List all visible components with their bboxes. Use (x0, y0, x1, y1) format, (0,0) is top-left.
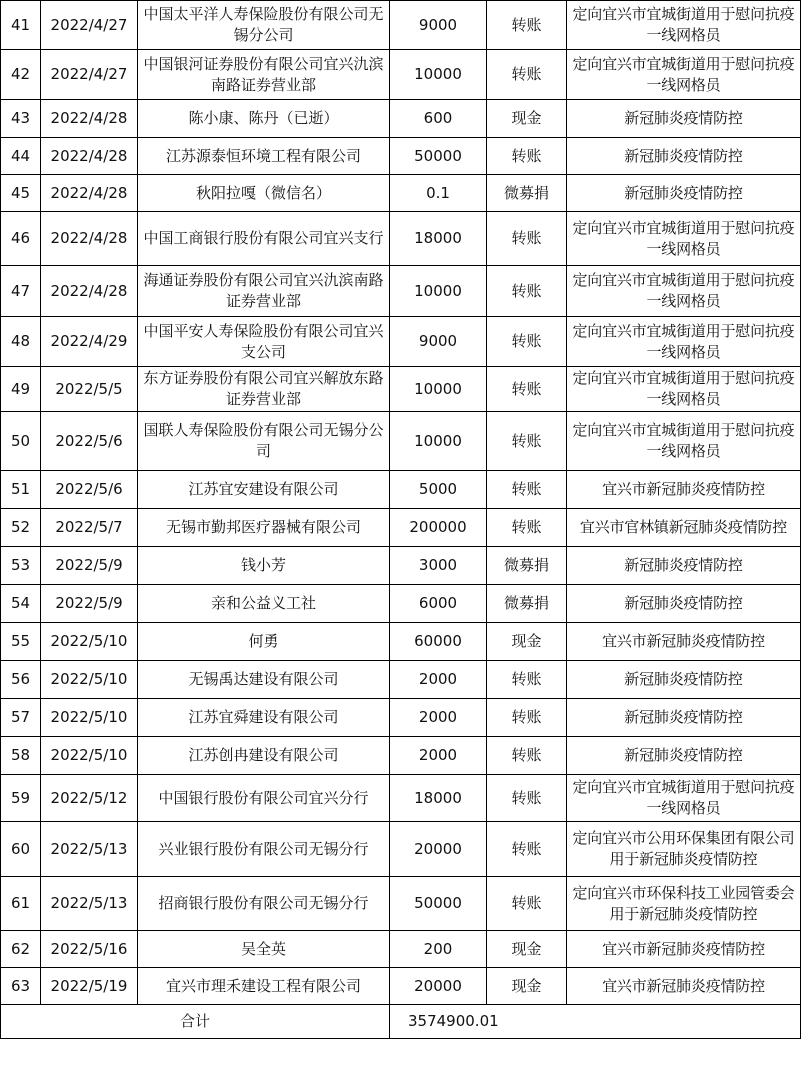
row-date: 2022/5/10 (41, 699, 138, 737)
row-method: 转账 (487, 737, 567, 775)
row-method: 微募捐 (487, 585, 567, 623)
row-purpose: 定向宜兴市宜城街道用于慰问抗疫一线网格员 (567, 412, 801, 471)
row-number: 62 (1, 931, 41, 968)
row-method: 转账 (487, 138, 567, 175)
row-purpose: 宜兴市新冠肺炎疫情防控 (567, 931, 801, 968)
row-purpose: 新冠肺炎疫情防控 (567, 100, 801, 138)
row-date: 2022/5/9 (41, 585, 138, 623)
row-amount: 6000 (390, 585, 487, 623)
row-amount: 10000 (390, 412, 487, 471)
row-method: 转账 (487, 317, 567, 367)
row-number: 55 (1, 623, 41, 661)
row-amount: 5000 (390, 471, 487, 509)
row-method: 转账 (487, 471, 567, 509)
row-number: 48 (1, 317, 41, 367)
row-method: 转账 (487, 412, 567, 471)
row-donor: 江苏宜舜建设有限公司 (138, 699, 390, 737)
row-date: 2022/5/19 (41, 968, 138, 1005)
row-number: 53 (1, 547, 41, 585)
row-donor: 中国太平洋人寿保险股份有限公司无锡分公司 (138, 1, 390, 50)
table-row (1, 138, 801, 175)
row-amount: 3000 (390, 547, 487, 585)
row-purpose: 定向宜兴市环保科技工业园管委会用于新冠肺炎疫情防控 (567, 877, 801, 931)
row-donor: 中国平安人寿保险股份有限公司宜兴支公司 (138, 317, 390, 367)
row-method: 微募捐 (487, 547, 567, 585)
row-purpose: 新冠肺炎疫情防控 (567, 661, 801, 699)
row-method: 现金 (487, 968, 567, 1005)
row-date: 2022/4/28 (41, 212, 138, 266)
total-label: 合计 (1, 1005, 390, 1039)
row-amount: 200000 (390, 509, 487, 547)
table-row (1, 585, 801, 623)
row-number: 61 (1, 877, 41, 931)
row-date: 2022/5/10 (41, 623, 138, 661)
row-date: 2022/5/7 (41, 509, 138, 547)
table-row (1, 623, 801, 661)
row-date: 2022/4/28 (41, 138, 138, 175)
row-purpose: 定向宜兴市公用环保集团有限公司用于新冠肺炎疫情防控 (567, 822, 801, 877)
row-purpose: 新冠肺炎疫情防控 (567, 737, 801, 775)
table-row (1, 471, 801, 509)
row-method: 转账 (487, 50, 567, 100)
row-method: 转账 (487, 699, 567, 737)
row-purpose: 新冠肺炎疫情防控 (567, 175, 801, 212)
row-number: 58 (1, 737, 41, 775)
row-amount: 50000 (390, 138, 487, 175)
table-row (1, 737, 801, 775)
row-amount: 20000 (390, 822, 487, 877)
row-method: 转账 (487, 1, 567, 50)
row-date: 2022/5/9 (41, 547, 138, 585)
table-row (1, 547, 801, 585)
row-method: 转账 (487, 775, 567, 822)
total-row (1, 1005, 801, 1039)
row-number: 57 (1, 699, 41, 737)
row-donor: 招商银行股份有限公司无锡分行 (138, 877, 390, 931)
total-empty-cell (567, 1005, 801, 1039)
table-row (1, 317, 801, 367)
table-row (1, 775, 801, 822)
row-date: 2022/5/6 (41, 471, 138, 509)
table-row (1, 266, 801, 317)
row-donor: 何勇 (138, 623, 390, 661)
row-number: 45 (1, 175, 41, 212)
row-date: 2022/4/28 (41, 175, 138, 212)
table-row (1, 699, 801, 737)
row-donor: 东方证券股份有限公司宜兴解放东路证券营业部 (138, 367, 390, 412)
row-amount: 20000 (390, 968, 487, 1005)
row-number: 43 (1, 100, 41, 138)
row-donor: 江苏宜安建设有限公司 (138, 471, 390, 509)
row-purpose: 宜兴市官林镇新冠肺炎疫情防控 (567, 509, 801, 547)
row-date: 2022/5/13 (41, 877, 138, 931)
row-method: 现金 (487, 623, 567, 661)
row-amount: 18000 (390, 212, 487, 266)
row-purpose: 定向宜兴市宜城街道用于慰问抗疫一线网格员 (567, 212, 801, 266)
row-number: 42 (1, 50, 41, 100)
row-method: 转账 (487, 661, 567, 699)
row-number: 44 (1, 138, 41, 175)
row-donor: 兴业银行股份有限公司无锡分行 (138, 822, 390, 877)
row-purpose: 新冠肺炎疫情防控 (567, 585, 801, 623)
row-number: 54 (1, 585, 41, 623)
table-row (1, 931, 801, 968)
table-row (1, 100, 801, 138)
row-date: 2022/5/5 (41, 367, 138, 412)
table-row (1, 212, 801, 266)
row-donor: 无锡禹达建设有限公司 (138, 661, 390, 699)
row-number: 63 (1, 968, 41, 1005)
table-row (1, 822, 801, 877)
row-donor: 钱小芳 (138, 547, 390, 585)
row-date: 2022/4/27 (41, 1, 138, 50)
row-number: 46 (1, 212, 41, 266)
row-amount: 9000 (390, 1, 487, 50)
row-date: 2022/4/28 (41, 100, 138, 138)
table-row (1, 968, 801, 1005)
row-amount: 2000 (390, 661, 487, 699)
row-donor: 国联人寿保险股份有限公司无锡分公司 (138, 412, 390, 471)
row-method: 现金 (487, 100, 567, 138)
row-donor: 中国银河证券股份有限公司宜兴氿滨南路证券营业部 (138, 50, 390, 100)
row-amount: 10000 (390, 266, 487, 317)
row-date: 2022/5/12 (41, 775, 138, 822)
row-date: 2022/5/6 (41, 412, 138, 471)
row-number: 49 (1, 367, 41, 412)
row-donor: 吴全英 (138, 931, 390, 968)
row-amount: 50000 (390, 877, 487, 931)
row-purpose: 宜兴市新冠肺炎疫情防控 (567, 968, 801, 1005)
row-donor: 陈小康、陈丹（已逝） (138, 100, 390, 138)
row-purpose: 定向宜兴市宜城街道用于慰问抗疫一线网格员 (567, 367, 801, 412)
row-amount: 18000 (390, 775, 487, 822)
row-number: 52 (1, 509, 41, 547)
row-amount: 10000 (390, 367, 487, 412)
row-donor: 江苏创冉建设有限公司 (138, 737, 390, 775)
row-purpose: 新冠肺炎疫情防控 (567, 547, 801, 585)
table-row (1, 412, 801, 471)
row-date: 2022/4/29 (41, 317, 138, 367)
row-number: 60 (1, 822, 41, 877)
row-amount: 2000 (390, 699, 487, 737)
table-row (1, 1, 801, 50)
row-number: 56 (1, 661, 41, 699)
row-method: 现金 (487, 931, 567, 968)
row-method: 转账 (487, 212, 567, 266)
donation-table-body (1, 1, 801, 1039)
row-method: 转账 (487, 822, 567, 877)
row-date: 2022/5/10 (41, 661, 138, 699)
row-date: 2022/5/10 (41, 737, 138, 775)
row-method: 转账 (487, 877, 567, 931)
row-purpose: 定向宜兴市宜城街道用于慰问抗疫一线网格员 (567, 50, 801, 100)
row-number: 47 (1, 266, 41, 317)
row-date: 2022/5/16 (41, 931, 138, 968)
table-row (1, 661, 801, 699)
table-row (1, 367, 801, 412)
row-purpose: 新冠肺炎疫情防控 (567, 138, 801, 175)
row-number: 51 (1, 471, 41, 509)
row-donor: 海通证券股份有限公司宜兴氿滨南路证券营业部 (138, 266, 390, 317)
row-amount: 60000 (390, 623, 487, 661)
row-amount: 0.1 (390, 175, 487, 212)
row-donor: 秋阳拉嘎（微信名） (138, 175, 390, 212)
row-amount: 2000 (390, 737, 487, 775)
row-date: 2022/4/27 (41, 50, 138, 100)
row-donor: 亲和公益义工社 (138, 585, 390, 623)
row-donor: 无锡市勤邦医疗器械有限公司 (138, 509, 390, 547)
table-row (1, 509, 801, 547)
total-amount: 3574900.01 (390, 1005, 487, 1039)
row-date: 2022/4/28 (41, 266, 138, 317)
row-purpose: 宜兴市新冠肺炎疫情防控 (567, 623, 801, 661)
row-donor: 中国工商银行股份有限公司宜兴支行 (138, 212, 390, 266)
row-donor: 中国银行股份有限公司宜兴分行 (138, 775, 390, 822)
row-amount: 10000 (390, 50, 487, 100)
row-method: 转账 (487, 367, 567, 412)
row-amount: 200 (390, 931, 487, 968)
row-purpose: 定向宜兴市宜城街道用于慰问抗疫一线网格员 (567, 775, 801, 822)
row-number: 59 (1, 775, 41, 822)
row-donor: 宜兴市理禾建设工程有限公司 (138, 968, 390, 1005)
row-donor: 江苏源泰恒环境工程有限公司 (138, 138, 390, 175)
row-method: 转账 (487, 266, 567, 317)
row-amount: 600 (390, 100, 487, 138)
row-purpose: 新冠肺炎疫情防控 (567, 699, 801, 737)
row-purpose: 宜兴市新冠肺炎疫情防控 (567, 471, 801, 509)
row-number: 50 (1, 412, 41, 471)
row-date: 2022/5/13 (41, 822, 138, 877)
table-row (1, 50, 801, 100)
table-row (1, 175, 801, 212)
row-purpose: 定向宜兴市宜城街道用于慰问抗疫一线网格员 (567, 1, 801, 50)
row-number: 41 (1, 1, 41, 50)
table-row (1, 877, 801, 931)
row-method: 微募捐 (487, 175, 567, 212)
row-purpose: 定向宜兴市宜城街道用于慰问抗疫一线网格员 (567, 317, 801, 367)
row-purpose: 定向宜兴市宜城街道用于慰问抗疫一线网格员 (567, 266, 801, 317)
row-method: 转账 (487, 509, 567, 547)
row-amount: 9000 (390, 317, 487, 367)
